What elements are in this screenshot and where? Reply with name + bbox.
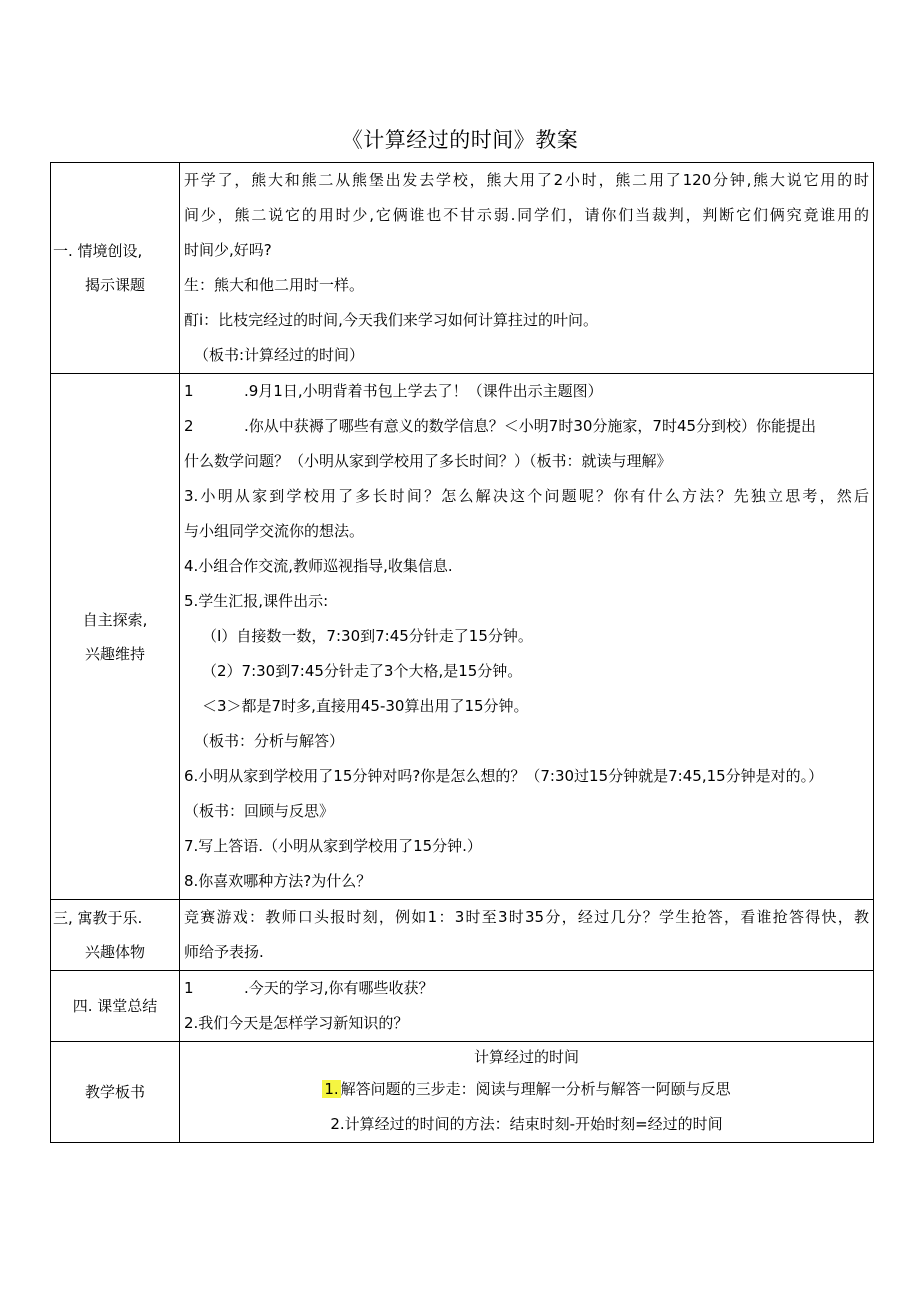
- board-item: 1. 解答问题的三步走：阅读与理解一分析与解答一阿颐与反思: [324, 1080, 731, 1098]
- row-label-line: 揭示课题: [84, 276, 145, 294]
- list-item: （板书：回顾与反思》: [184, 802, 335, 820]
- row-label-line: 三, 寓教于乐.: [53, 909, 143, 927]
- list-item: 2.我们今天是怎样学习新知识的？: [184, 1014, 409, 1032]
- row-label-cell: [51, 971, 180, 1042]
- list-item: 5.学生汇报,课件出示:: [184, 592, 329, 610]
- list-item: （板书：分析与解答）: [194, 732, 345, 750]
- row-content-cell: [180, 163, 874, 374]
- row-label-line: 兴趣维持: [84, 644, 145, 663]
- document-title: 《计算经过的时间》教案: [341, 128, 579, 152]
- table-row: [51, 374, 874, 900]
- row-content-cell: [180, 971, 874, 1042]
- list-item: 与小组同学交流你的想法。: [184, 522, 365, 540]
- table-row: [51, 900, 874, 971]
- list-item: 3.小明从家到学校用了多长时间？怎么解决这个问题呢？你有什么方法？先独立思考，然后: [184, 487, 869, 505]
- row-content-cell: [180, 900, 874, 971]
- table-row: [51, 163, 874, 374]
- table-row: [51, 1042, 874, 1143]
- list-item: 6.小明从家到学校用了15分钟对吗?你是怎么想的？（7:30过15分钟就是7:45,15分钟是对的。）: [184, 767, 824, 785]
- list-item: （I）自接数一数，7:30到7:45分针走了15分钟。: [202, 627, 533, 645]
- row-label-cell: [51, 163, 180, 374]
- lesson-plan-table: [50, 162, 874, 1143]
- row-content-cell: [180, 374, 874, 900]
- row-label-cell: [51, 374, 180, 900]
- list-item: （2）7:30到7:45分针走了3个大格,是15分钟。: [202, 662, 523, 680]
- list-item: 4.小组合作交流,教师巡视指导,收集信息.: [184, 557, 453, 575]
- row-label-cell: [51, 1042, 180, 1143]
- content-line: 师给予表扬.: [184, 943, 264, 961]
- row-label-line: 一. 情境创设,: [53, 242, 143, 260]
- content-line: 间少，熊二说它的用时少,它俩谁也不甘示弱.同学们，请你们当裁判，判断它们俩究竟谁用的: [184, 206, 869, 224]
- list-item: 1 .9月1日,小明背着书包上学去了！（课件出示主题图）: [184, 382, 603, 400]
- board-title: 计算经过的时间: [473, 1048, 579, 1066]
- content-line: 时间少,好吗?: [184, 241, 272, 259]
- content-line: （板书:计算经过的时间）: [194, 346, 365, 364]
- content-line: 竞赛游戏：教师口头报时刻，例如1：3时至3时35分，经过几分？学生抢答，看谁抢答得快，教: [184, 908, 869, 926]
- row-label-cell: [51, 900, 180, 971]
- row-label-line: 四. 课堂总结: [72, 997, 158, 1015]
- content-line: 开学了，熊大和熊二从熊堡出发去学校，熊大用了2小时，熊二用了120分钟,熊大说它用的时: [184, 171, 869, 189]
- content-line: 酊i：比枝完经过的时间,今天我们来学习如何计算拄过的叶问。: [184, 311, 598, 329]
- list-item: 什么数学问题？（小明从家到学校用了多长时间？）（板书：就读与理解》: [184, 452, 672, 470]
- highlight-marker: 1.: [324, 1080, 339, 1098]
- list-item: 2 .你从中获褥了哪些有意义的数学信息？＜小明7时30分施家，7时45分到校）你能提出: [184, 417, 817, 435]
- list-item: 8.你喜欢哪种方法?为什么？: [184, 872, 372, 890]
- row-label-line: 兴趣体物: [84, 943, 145, 961]
- list-item: 7.写上答语.（小明从家到学校用了15分钟.）: [184, 837, 482, 855]
- row-label-line: 教学板书: [84, 1083, 145, 1101]
- list-item: ＜3＞都是7时多,直接用45-30算出用了15分钟。: [202, 697, 529, 715]
- board-content-cell: [180, 1042, 874, 1143]
- list-item: 1 .今天的学习,你有哪些收获？: [184, 979, 434, 997]
- board-item: 2.计算经过的时间的方法：结束时刻-开始时刻=经过的时间: [330, 1115, 723, 1133]
- content-line: 生：熊大和他二用时一样。: [184, 276, 365, 294]
- table-row: [51, 971, 874, 1042]
- row-label-line: 自主探索,: [82, 610, 148, 629]
